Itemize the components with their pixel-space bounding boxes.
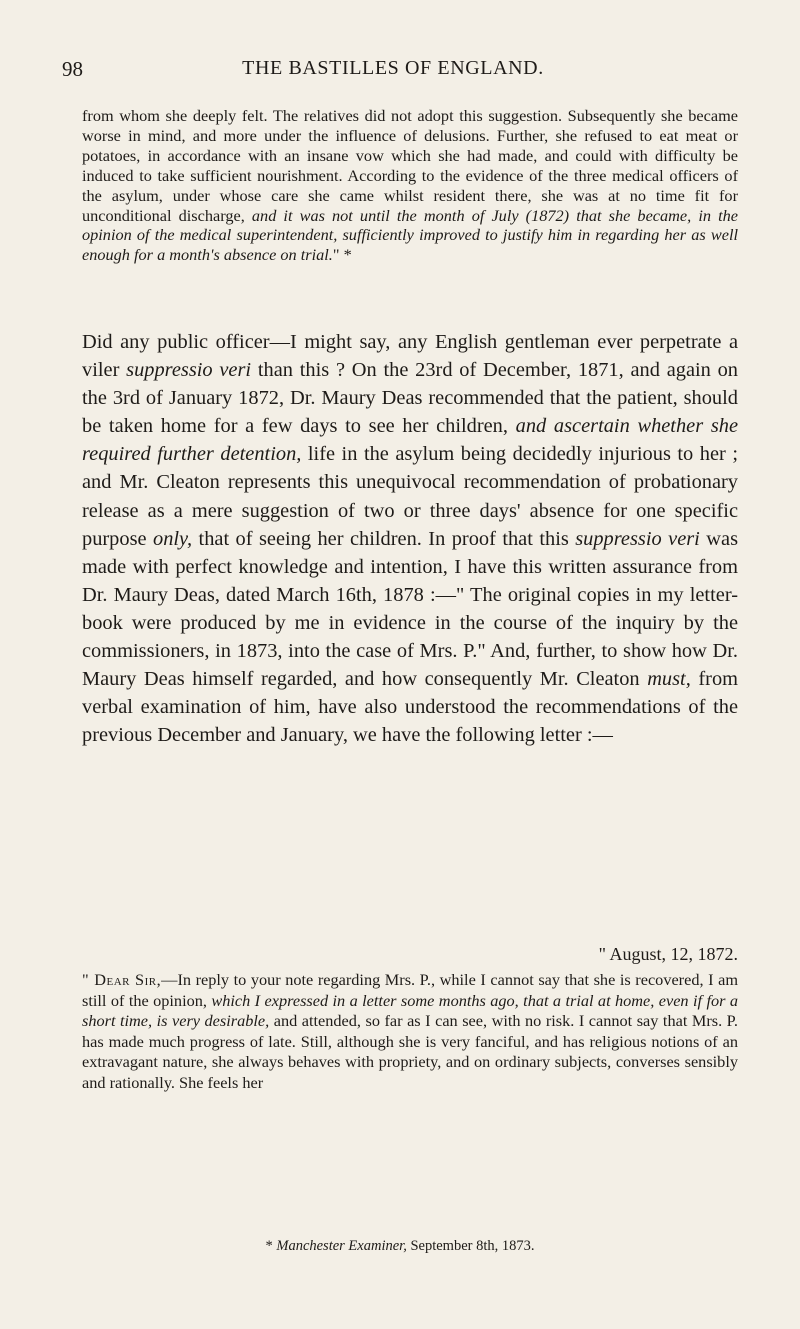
italic-run: suppressio veri bbox=[126, 359, 252, 382]
page-header bbox=[62, 57, 724, 83]
text-run: life in the asylum being decidedly injurious to her ; and Mr. Cleaton represents this unequivocal recommendation of probationary release as a mere suggestion of two or three days' absence for one specific purpose bbox=[82, 443, 738, 550]
main-paragraph bbox=[82, 328, 738, 749]
letter-body bbox=[82, 970, 738, 1093]
text-run: was made with perfect knowledge and intention, I have this written assurance from Dr. Maury Deas, dated March 16th, 1878 :—" The original copies in my letter-book were produced by me in evidence in the course of the inquiry by the commissioners, in 1873, into the case of Mrs. P." And, further, to show how Dr. Maury Deas himself regarded, and how consequently Mr. Cleaton bbox=[82, 527, 739, 691]
italic-run: which I expressed in a letter some months ago, that a trial at home, even if for a short time, is very desirable, bbox=[82, 990, 739, 1030]
letter-paragraph bbox=[82, 970, 738, 1093]
quote-end-mark: " * bbox=[332, 245, 352, 265]
quote-italic-text: and it was not until the month of July (1872) that she became, in the opinion of the medical superintendent, sufficiently improved to justify him in regarding her as well enough for a month's absence on trial. bbox=[82, 205, 738, 265]
text-run: —In reply to your note regarding Mrs. P., while I cannot say that she is recovered, I am still of the opinion, bbox=[82, 970, 738, 1010]
quote-text: from whom she deeply felt. The relatives did not adopt this suggestion. Subsequently she became worse in mind, and more under the influence of delusions. Further, she refused to eat meat or potatoes, in accordance with an insane vow which she had made, and could with difficulty be induced to take sufficient nourishment. According to the evidence of the three medical officers of the asylum, under whose care she came whilst resident there, she was at no time fit for unconditional discharge, bbox=[82, 106, 738, 225]
quoted-paragraph bbox=[82, 106, 738, 265]
footnote-marker: * bbox=[265, 1238, 277, 1254]
text-run: and attended, so far as I can see, with no risk. I cannot say that Mrs. P. has made much progress of late. Still, although she is very fanciful, and has religious notions of an extravagant nature, she always behaves with propriety, and on ordinary subjects, converses sensibly and rationally. She feels her bbox=[82, 1011, 739, 1092]
text-run: than this ? On the 23rd of December, 1871, and again on the 3rd of January 1872, Dr. Maury Deas recommended that the patient, should be taken home for a few days to see her children, bbox=[82, 359, 739, 438]
italic-run: and ascertain whether she required further detention, bbox=[82, 415, 739, 466]
italic-run: only, bbox=[153, 527, 193, 550]
italic-run: must, bbox=[647, 668, 691, 691]
text-run: that of seeing her children. In proof that this bbox=[192, 527, 576, 550]
text-run: Did any public officer—I might say, any English gentleman ever perpetrate a viler bbox=[82, 331, 738, 382]
italic-run: suppressio veri bbox=[575, 527, 700, 550]
page-number: 98 bbox=[62, 57, 83, 81]
running-title: THE BASTILLES OF ENGLAND. bbox=[242, 57, 544, 79]
main-text bbox=[82, 328, 738, 749]
footnote-date: September 8th, 1873. bbox=[406, 1238, 535, 1254]
letter-dateline: " August, 12, 1872. bbox=[598, 944, 738, 964]
letter-salutation: " Dear Sir, bbox=[82, 970, 162, 989]
footnote-source: Manchester Examiner, bbox=[276, 1238, 407, 1254]
quoted-passage bbox=[82, 106, 738, 265]
footnote bbox=[0, 1238, 800, 1255]
text-run: from verbal examination of him, have also understood the recommendations of the previous December and January, we have the following letter :— bbox=[82, 668, 739, 747]
